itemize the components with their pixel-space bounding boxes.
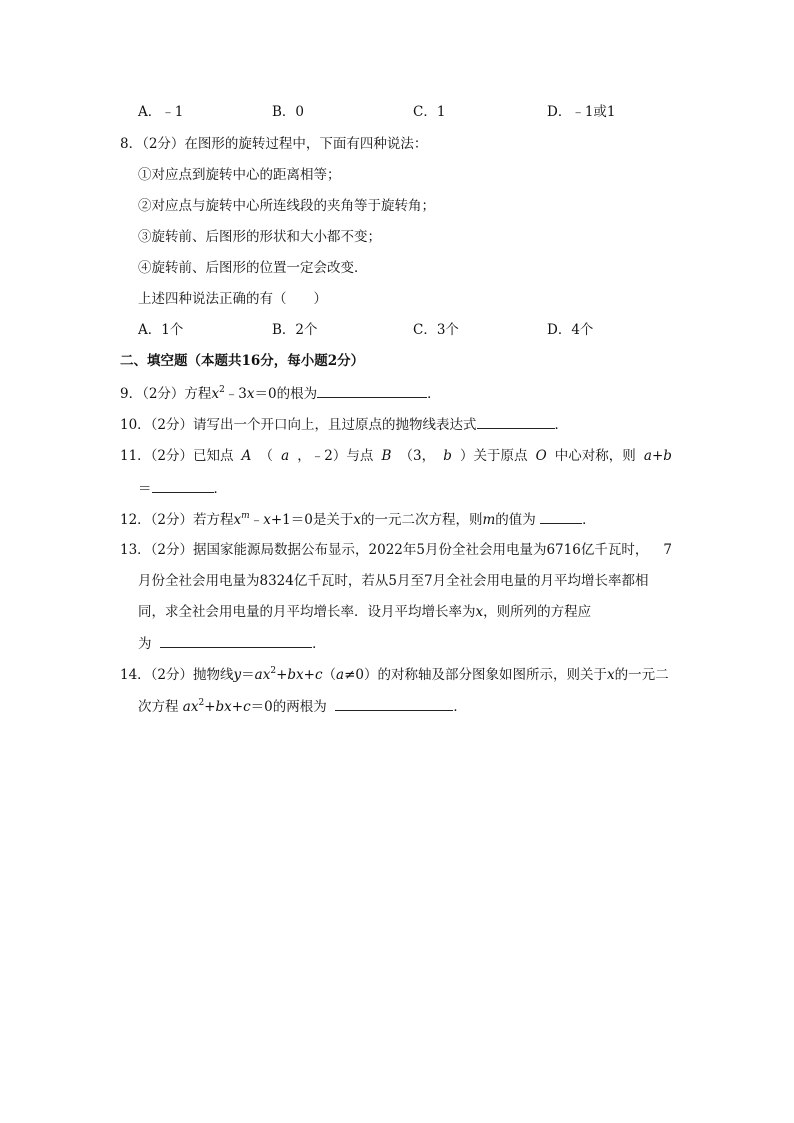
- q14-eq-plus1: +: [276, 667, 288, 683]
- q12-var-x: x: [233, 512, 242, 528]
- q13-l4-pre: 为: [138, 636, 152, 652]
- q11-equals: ＝: [138, 481, 152, 497]
- q14-l2-ax: ax: [182, 699, 199, 715]
- q8-statement-3: ③旋转前、后图形的形状和大小都不变；: [138, 229, 381, 245]
- q9-var-x: x: [211, 386, 220, 402]
- q11-p0: 11．（2分）已知点: [120, 448, 234, 464]
- q14-l2-bx: bx: [215, 699, 232, 715]
- q8-option-a: A．1个: [138, 322, 184, 338]
- q8-statement-1: ①对应点到旋转中心的距离相等；: [138, 167, 341, 183]
- q14-line-1: [120, 665, 669, 685]
- q13-end: ．: [312, 636, 326, 652]
- q9-pre: 9．（2分）方程: [120, 386, 212, 402]
- q11-line-1: [120, 446, 672, 466]
- section-2-heading: 二、填空题（本题共16分，每小题2分）: [120, 353, 365, 369]
- q11-p2: （: [259, 448, 273, 464]
- q14-var-x: x: [607, 667, 615, 683]
- q14-l2-plus2: +: [231, 699, 244, 715]
- q9-mid: ﹣3: [224, 386, 247, 402]
- q12-exponent-m: m: [241, 511, 250, 521]
- q8-ask: 上述四种说法正确的有（ ）: [138, 291, 327, 307]
- q12-pre: 12．（2分）若方程: [120, 512, 234, 528]
- q14-cond-a: a: [336, 667, 345, 683]
- q11-p10: 中心对称，则: [554, 448, 636, 464]
- q12: [120, 509, 596, 530]
- q11-var-a: a: [281, 448, 290, 464]
- q13-line-1: [120, 540, 672, 560]
- q8-option-b: B．2个: [272, 322, 318, 338]
- q8-option-d: D．4个: [547, 322, 594, 338]
- q11-var-b: b: [443, 448, 452, 464]
- q14-l2-c: c: [243, 699, 251, 715]
- q14-l2-pre: 次方程: [138, 699, 179, 715]
- q9: [120, 383, 441, 404]
- q13-var-x: x: [475, 604, 484, 620]
- q12-mid4: 的值为: [495, 512, 536, 528]
- q14-answer-blank[interactable]: [335, 696, 453, 711]
- q14-eq-plus2: +: [303, 667, 315, 683]
- q9-var-x2: x: [246, 386, 255, 402]
- q9-exponent: 2: [219, 385, 225, 395]
- q9-post: ＝0的根为: [254, 386, 318, 402]
- q11-expr-a-plus-b: a+b: [643, 448, 672, 464]
- q14-eq-equals: ＝: [241, 667, 255, 683]
- q11-end: ．: [213, 481, 227, 497]
- q12-var-x3: x: [353, 512, 361, 528]
- q14-eq-y: y: [233, 667, 242, 683]
- q14-eq-exp: 2: [270, 666, 277, 676]
- q14-pre: 14．（2分）抛物线: [120, 667, 234, 683]
- q7-option-a: A．﹣1: [138, 104, 184, 120]
- q10-text: 10．（2分）请写出一个开口向上，且过原点的抛物线表达式: [120, 417, 477, 433]
- q14-l2-rest: ＝0的两根为: [250, 699, 327, 715]
- q8-statement-2: ②对应点与旋转中心所连线段的夹角等于旋转角；: [138, 198, 435, 214]
- q7-option-b: B．0: [272, 104, 305, 120]
- q13-l3-post: ，则所列的方程应: [483, 604, 592, 620]
- q10: [120, 414, 568, 435]
- q12-var-m: m: [482, 512, 496, 528]
- q8-stem: 8．（2分）在图形的旋转过程中，下面有四种说法：: [120, 136, 428, 152]
- q14-l1-post: 的一元二: [614, 667, 669, 683]
- q10-end: ．: [554, 417, 569, 433]
- q14-cond-open: （: [322, 667, 337, 683]
- q7-option-d: D．﹣1或1: [547, 104, 616, 120]
- q12-mid3: 的一元二次方程，则: [360, 512, 483, 528]
- q8-option-c: C．3个: [413, 322, 459, 338]
- q14-l2-plus1: +: [204, 699, 216, 715]
- q7-option-c: C．1: [413, 104, 446, 120]
- q11-line-2: [138, 478, 227, 499]
- q13-line-2: 月份全社会用电量为8324亿千瓦时，若从5月至7月全社会用电量的月平均增长率都相: [138, 573, 649, 589]
- q14-line-2: [138, 696, 467, 717]
- q11-point-a: A: [241, 448, 252, 464]
- q12-end: ．: [582, 512, 596, 528]
- q13-l3-pre: 同，求全社会用电量的月平均增长率．设月平均增长率为: [138, 604, 476, 620]
- q11-point-b: B: [381, 448, 392, 464]
- q11-p8: ）关于原点: [459, 448, 528, 464]
- q13-answer-blank[interactable]: [160, 633, 312, 648]
- q11-p6: （3，: [399, 448, 436, 464]
- q13-line-3: [138, 602, 591, 622]
- q8-statement-4: ④旋转前、后图形的位置一定会改变．: [138, 260, 368, 276]
- q10-answer-blank[interactable]: [477, 414, 555, 429]
- q14-l2-exp: 2: [198, 698, 205, 708]
- q14-eq-ax: ax: [254, 667, 271, 683]
- q12-var-x2: x: [263, 512, 271, 528]
- q14-end: ．: [453, 699, 467, 715]
- q14-eq-bx: bx: [287, 667, 304, 683]
- q11-answer-blank[interactable]: [152, 478, 214, 493]
- q9-answer-blank[interactable]: [317, 383, 427, 398]
- q12-answer-blank[interactable]: [540, 509, 582, 524]
- q13-line-4: [138, 633, 326, 654]
- q13-text-1b: 7: [663, 542, 672, 558]
- q12-mid2: +1＝0是关于: [270, 512, 354, 528]
- q11-p4: ，﹣2）与点: [297, 448, 374, 464]
- q11-point-o: O: [535, 448, 547, 464]
- q14-cond-rest: ≠0）的对称轴及部分图象如图所示，则关于: [344, 667, 607, 683]
- q13-text-1: 13．（2分）据国家能源局数据公布显示，2022年5月份全社会用电量为6716亿千瓦时，: [120, 542, 649, 558]
- q9-end: ．: [427, 386, 441, 402]
- q14-eq-c: c: [314, 667, 323, 683]
- q12-mid: ﹣: [249, 512, 264, 528]
